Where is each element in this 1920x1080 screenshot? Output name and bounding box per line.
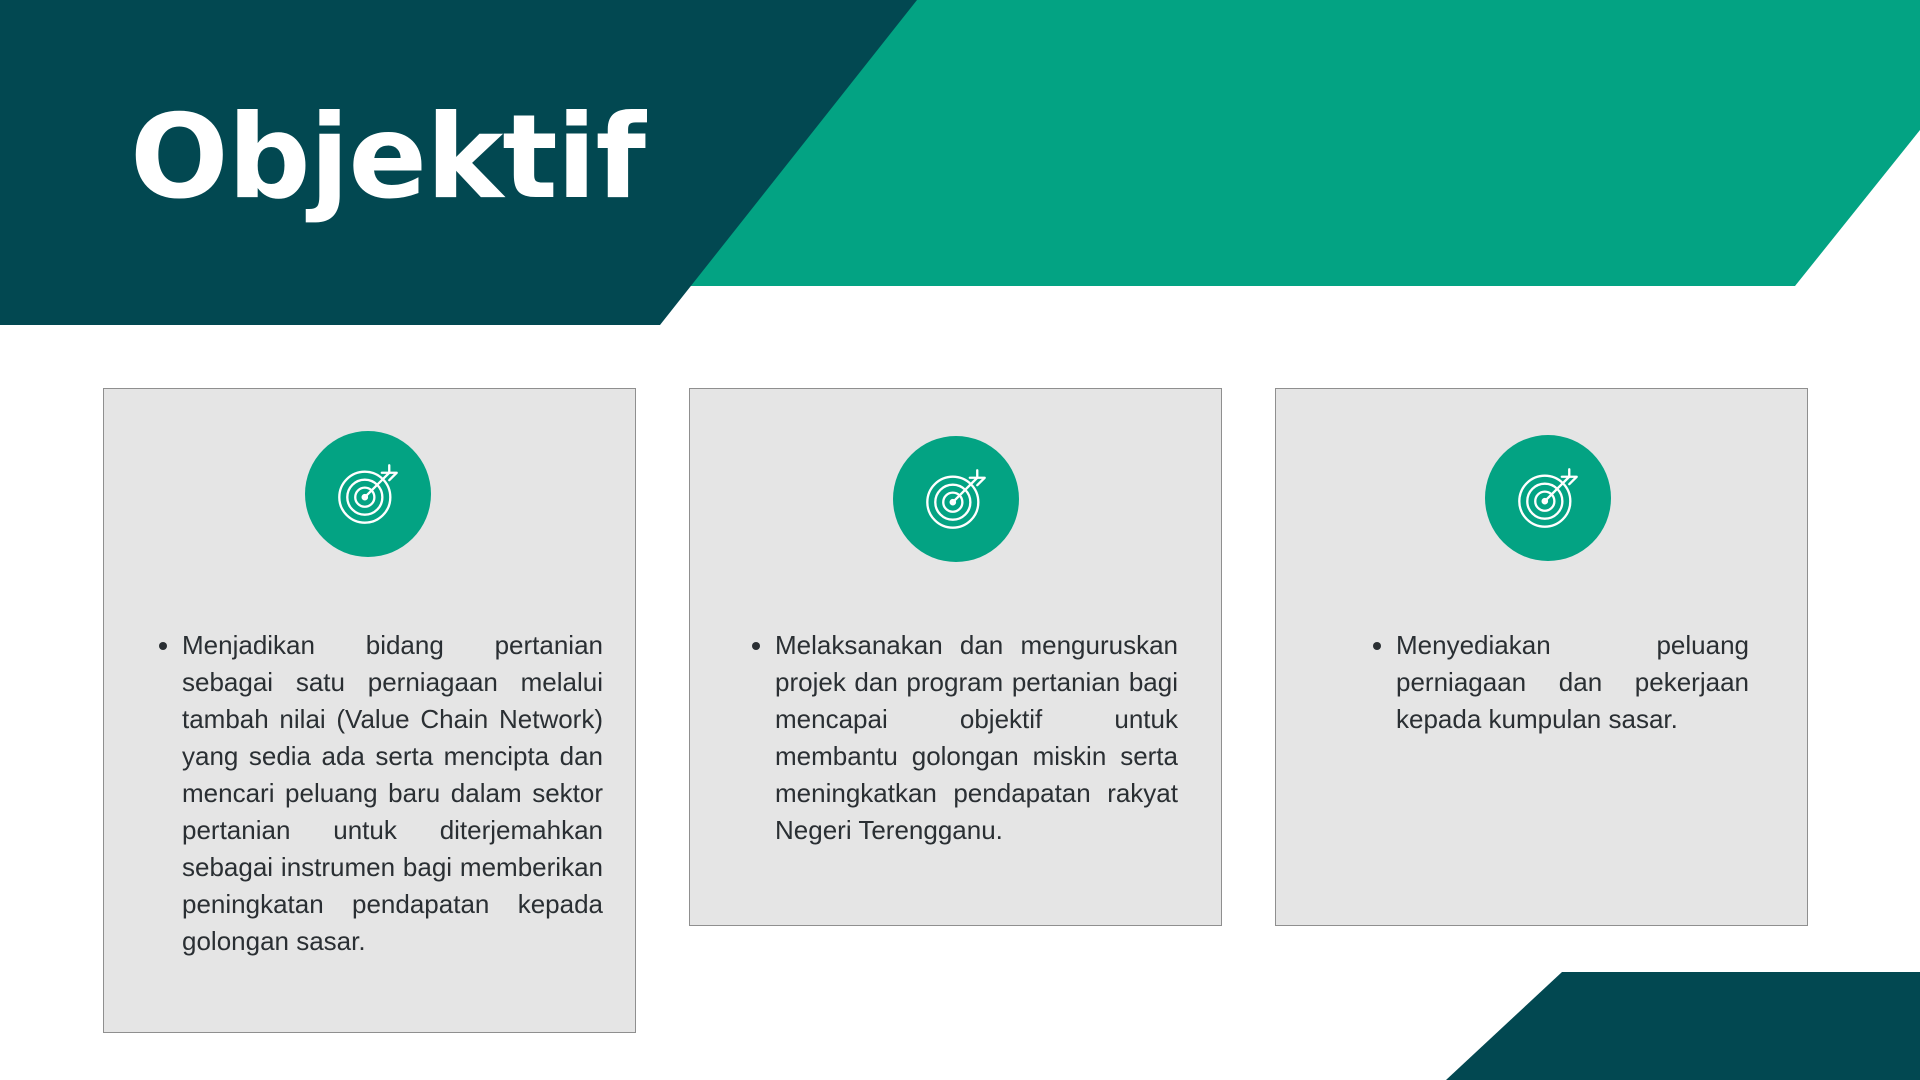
page-title: Objektif bbox=[130, 90, 645, 225]
objective-card-3 bbox=[1275, 388, 1808, 926]
objective-text: • Melaksanakan dan menguruskan projek dan program pertanian bagi mencapai objektif untuk membantu golongan miskin serta meningkatkan pendapatan rakyat Negeri Terengganu. bbox=[775, 627, 1178, 849]
objective-card-2 bbox=[689, 388, 1222, 926]
target-icon bbox=[334, 460, 402, 528]
icon-badge bbox=[1485, 435, 1611, 561]
objective-text: • Menyediakan peluang perniagaan dan pekerjaan kepada kumpulan sasar. bbox=[1396, 627, 1749, 738]
icon-badge bbox=[305, 431, 431, 557]
corner-dark-shape bbox=[1446, 972, 1920, 1080]
target-icon bbox=[922, 465, 990, 533]
target-icon bbox=[1514, 464, 1582, 532]
objective-text: • Menjadikan bidang pertanian sebagai satu perniagaan melalui tambah nilai (Value Chain Network) yang sedia ada serta mencipta dan mencari peluang baru dalam sektor pertanian untuk diterjemahkan sebagai instrumen bagi memberikan peningkatan pendapatan kepada golongan sasar. bbox=[182, 627, 603, 960]
objective-list bbox=[747, 627, 1178, 849]
objective-list bbox=[1368, 627, 1749, 738]
icon-badge bbox=[893, 436, 1019, 562]
objective-card-1 bbox=[103, 388, 636, 1033]
objective-list bbox=[154, 627, 603, 960]
